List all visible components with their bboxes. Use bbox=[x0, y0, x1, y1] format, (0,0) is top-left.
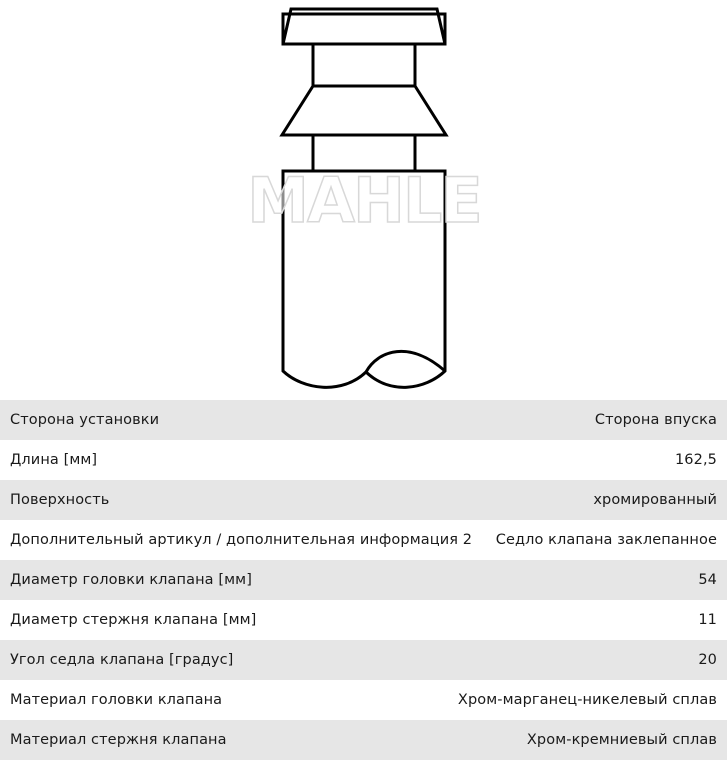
spec-label: Поверхность bbox=[10, 492, 110, 508]
spec-row bbox=[0, 720, 727, 760]
spec-value: 162,5 bbox=[674, 452, 717, 468]
spec-label: Длина [мм] bbox=[10, 452, 98, 468]
spec-label: Материал головки клапана bbox=[10, 692, 223, 708]
spec-table bbox=[0, 400, 727, 760]
spec-label: Диаметр головки клапана [мм] bbox=[10, 572, 252, 588]
valve-break-line bbox=[366, 351, 445, 372]
spec-value: Хром-кремниевый сплав bbox=[526, 732, 717, 748]
spec-row bbox=[0, 680, 727, 720]
spec-row bbox=[0, 520, 727, 560]
spec-value: 54 bbox=[698, 572, 717, 588]
spec-row bbox=[0, 600, 727, 640]
spec-row bbox=[0, 560, 727, 600]
spec-value: 11 bbox=[698, 612, 717, 628]
spec-label: Угол седла клапана [градус] bbox=[10, 652, 234, 668]
spec-row bbox=[0, 440, 727, 480]
spec-label: Материал стержня клапана bbox=[10, 732, 227, 748]
spec-row bbox=[0, 640, 727, 680]
valve-cap bbox=[283, 14, 445, 44]
valve-flange bbox=[282, 86, 446, 135]
spec-label: Сторона установки bbox=[10, 412, 160, 428]
spec-value: Седло клапана заклепанное bbox=[495, 532, 717, 548]
spec-value: Сторона впуска bbox=[594, 412, 717, 428]
watermark-logo: MAHLE bbox=[247, 164, 481, 237]
spec-row bbox=[0, 400, 727, 440]
spec-value: хромированный bbox=[593, 492, 717, 508]
spec-value: 20 bbox=[698, 652, 717, 668]
spec-label: Диаметр стержня клапана [мм] bbox=[10, 612, 257, 628]
spec-value: Хром-марганец-никелевый сплав bbox=[457, 692, 717, 708]
spec-row bbox=[0, 480, 727, 520]
valve-collar bbox=[313, 44, 415, 86]
spec-label: Дополнительный артикул / дополнительная информация 2 bbox=[10, 532, 473, 548]
